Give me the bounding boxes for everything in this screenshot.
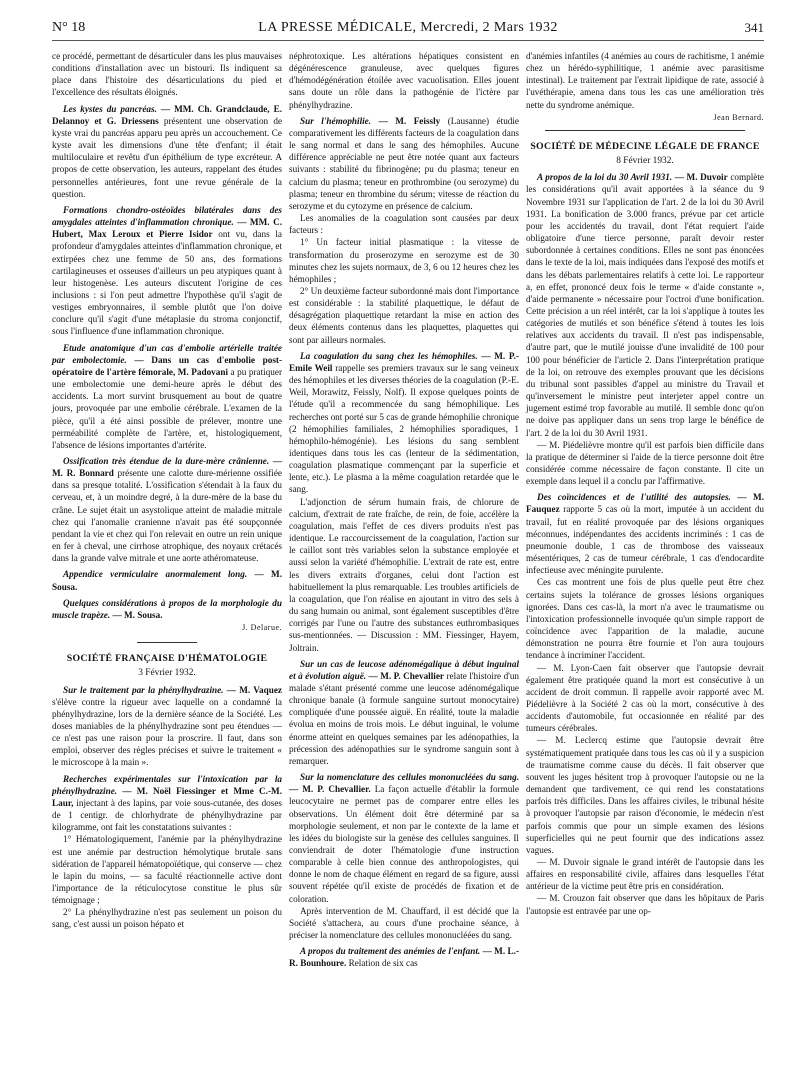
paragraph: Ces cas montrent une fois de plus quelle peut être chez certains sujets la tolérance de grosses lésions organiques ignorées. Dans ces cas-là, la mort n'a avec le traumatisme ou l'intoxication professionnelle invoquée qu'un simple rapport de coïncidence avec l'apparition de la maladie, aucune démonstration ne pourra être fournie et l'on aura toujours tendance à incriminer l'accident. [526,577,764,661]
masthead-title: LA PRESSE MÉDICALE, Mercredi, 2 Mars 1932 [258,20,558,35]
article-title: Des coïncidences et de l'utilité des autopsies. [537,492,731,503]
article-authors: — MM. Ch. Grandclaude, E. Delannoy et G. Driessens [52,103,283,126]
article-text: ont vu, dans la profondeur d'amygdales atteintes d'inflammation chronique, et extirpées chez une femme de 50 ans, des formations cartilagineuses et osseuses d'ailleurs un peu atypiques quant à leur histogenèse. Les auteurs discutent l'origine de ces inclusions : si l'on peut admettre l'hypothèse qu'il s'agit de vestiges embryonnaires, il semble plutôt que l'on doive conclure qu'il s'agit d'une métaplasie du stroma conjonctif, sous l'influence d'une inflammation chronique. [52,229,282,337]
article-autopsies [526,491,764,576]
signature: Jean Bernard. [713,112,764,122]
article-authors: — M. Feissly [378,115,441,126]
article-text: s'élève contre la rigueur avec laquelle on a condamné la phénylhydrazine, lors de la dernière séance de la Société. Les doses maniables de la phénylhydrazine sont peu étendues — ce n'est pas une raison pour la proscrire. Il faut, dans son emploi, observer des règles précises et suivre le traitement « le microscope à la main ». [52,696,282,768]
article-title: Appendice vermiculaire anormalement long. [63,569,248,580]
article-title: Quelques considérations à propos de la morphologie du muscle trapèze. [52,597,282,620]
paragraph: 2° Un deuxième facteur subordonné mais dont l'importance est considérable : la stabilité plaquettique, le défaut de désagrégation plaquettique retardant la mise en action des deux éléments contenus dans les plaquettes, plaquettes qui sont par ailleurs normales. [289,285,519,345]
article-text: a pu pratiquer une embolectomie une demi-heure après le début des accidents. La mort survint brusquement au bout de quatre jours, provoquée par une embolie cérébrale. L'examen de la pièce, qu'il a été ainsi possible de prélever, montre une perméabilité complète de l'artère, et, histologiquement, l'absence de lésions importantes d'artérite. [52,366,283,450]
article-text: complète les considérations qu'il avait apportées à la séance du 9 Novembre 1931 sur l'application de l'art. 2 de la loi du 30 Avril 1931. La bonification de 3.000 francs, prévue par cet article pour les accidentés du travail, dont l'état requiert l'aide obligatoire d'une tierce personne, paraît devoir rester subordonnée à certaines conditions. Elles ne sont pas énoncées dans le texte de la loi, mais indiquées dans l'exposé des motifs et dans les débats parlementaires relatifs à cette loi. Le rapporteur a, en effet, prononcé deux fois le terme « d'aide constante », d'aide permanente » nécessaire pour l'octroi d'une bonification. Cette précision a un réel intérêt, car la loi s'applique à toutes les catégories de mutilés et son bénéfice s'étend à toutes les lois relatives aux accidents du travail. Il n'est pas indispensable, d'autre part, que le mutilé jouisse d'une invalidité de 100 pour 100 pour bénéficier de l'article 2. Dans l'interprétation pratique de la loi, on retrouve des exemples prouvant que les décisions du tribunal sont passibles d'appel au ministre du Travail et qu'inversement le ministre peut interjeter appel contre un jugement estimé trop favorable au mutilé. Il semble donc qu'on ne doive pas appliquer dans un sens trop large le bénéfice de l'art. 2 de la loi du 30 Avril 1931. [526,172,764,438]
article-appendice [52,568,282,592]
article-text: relate l'histoire d'un malade s'étant présenté comme une leucose adénomégalique chronique banale (à formule sanguine surtout monocytaire) compliquée d'une poussée aiguë. En réalité, toute la maladie évolua en moins de trois mois. Le début inguinal, le volume énorme atteint en quelques semaines par les adénopathies, la précession des adénopathies sur le syndrome sanguin sont à remarquer. [289,670,520,766]
paragraph: — M. Lyon-Caen fait observer que l'autopsie devrait également être pratiquée quand la mort est consécutive à un accident de droit commun. Il rappelle avoir rapporté avec M. Piédelièvre à la Société 2 cas où la mort, consécutive à des accidents d'automobile, fut occasionnée en réalité par des tumeurs cérébrales. [526,662,764,734]
article-title: Sur le traitement par la phénylhydrazine. [63,684,224,695]
article-authors: — M. Sousa. [112,609,163,620]
paragraph: L'adjonction de sérum humain frais, de chlorure de calcium, d'extrait de rate fraîche, de rein, de foie, accélère la coagulation, mais l'effet de ces divers produits n'est pas identique. Le raccourcissement de la coagulation, l'action sur le caillot sont très variables selon la substance employée et aussi selon la variété d'hémophilie. L'extrait de rate est, entre les divers extraits d'organes, celui dont l'action est habituellement la plus remarquable. Les troubles artificiels de la coagulation, que l'on réalise en ajoutant in vitro des sels à du sang humain ou animal, sont également susceptibles d'être corrigés par l'une ou l'autre des substances euthrombasiques sus-mentionnées. — Discussion : MM. Fiessinger, Hayem, Joltrain. [289,496,519,653]
article-text: (Lausanne) étudie comparativement les différents facteurs de la coagulation dans le sang normal et dans le sang des hémophiles. Aucune différence appréciable ne peut être notée quant aux facteurs suivants : stabilité du fibrinogène; pu du plasma; teneur en calcium du plasma; teneur en prothrombine (ou serozyme) du plasma; teneur en thrombine du sérum; vitesse de réaction du serozyme et du cytozyme en présence de calcium. [289,115,520,211]
article-text: Relation de six cas [348,958,418,969]
article-phenylhydrazine [52,684,282,769]
article-title: Formations chondro-ostéoïdes bilatérales dans des amygdales atteintes d'inflammation chronique. [52,204,282,228]
issue-number: N° 18 [52,20,86,35]
article-authors: — M. R. Bonnard [52,456,282,479]
article-text: rapporte 5 cas où la mort, imputée à un accident du travail, fut en réalité provoquée par des lésions organiques méconnues, indépendantes des accidents incriminés : 1 cas de pneumonie double, 1 cas de thrombose des vaisseaux mésentériques, 2 cas de tumeur cérébrale, 1 cas d'endocardite infectieuse avec méningite purulente. [526,504,765,576]
article-authors: — M. Noël Fiessinger et Mme C.-M. Laur, [52,785,282,808]
article-authors: — MM. C. Hubert, Max Leroux et Pierre Isidor [52,217,282,240]
section-title: SOCIÉTÉ FRANÇAISE D'HÉMATOLOGIE [66,653,268,665]
column-2 [289,50,519,970]
article-text: La façon actuelle d'établir la formule leucocytaire ne permet pas de comparer entre elles les observations. Un élément doit être déterminé par sa morphologie seulement, et non par le contexte de la lame et les idées du biologiste sur la genèse des cellules sanguines. Il conviendrait de doter l'hématologie d'une instruction comparable à celle bien connue des anthropologistes, qui donne le nom de chaque élément en regard de sa figure, aussi souvent répétée qu'il existe de procédés de fixation et de coloration. [289,784,519,904]
divider [137,642,197,643]
paragraph: — M. Duvoir signale le grand intérêt de l'autopsie dans les affaires en responsabilité civile, affaires dans lesquelles l'état antérieur de la victime peut être pris en considération. [526,857,764,892]
article-formations-chondro [52,204,282,338]
article-text: présentent une observation de kyste vrai du pancréas apparu peu après un accouchement. Ce kyste avait les dimensions d'une tête d'enfant; il était multiloculaire et revêtu d'un épithélium de type excréteur. A propos de cette observation, les auteurs, rappelant des études personnelles antérieures, font une revue générale de la question. [52,115,283,199]
article-title: Recherches expérimentales sur l'intoxication par la phénylhydrazine. [52,773,282,796]
article-title: Ossification très étendue de la dure-mère crânienne. [63,456,270,466]
paragraph: néphrotoxique. Les altérations hépatiques consistent en dégénérescence granuleuse, avec quelques figures d'hémodégénération étoilée avec vacuolisation. Elles jouent sans doute un rôle dans la pathogénie de l'ictère par phénylhydrazine. [289,51,519,110]
paragraph: 1° Hématologiquement, l'anémie par la phénylhydrazine est une anémie par destruction hémolytique brutale sans sidération de l'appareil hématopoïétique, qui conserve — chez le lapin du moins, — sa faculté réactionnelle active dont l'importance de la réticulocytose constitue le plus sûr témoignage ; [52,834,282,906]
article-text: présente une calotte dure-mérienne ossifiée dans sa presque totalité. L'ossification s'étendait à la faux du cerveau, et, à un moindre degré, à la dure-mère de la base du crâne. Le sujet était un asystolique atteint de maladie mitrale chez qui l'anomalie cranienne n'avait pas été soupçonnée pendant la vie et chez qui l'on relevait en outre un rein unique en fer à cheval, une cirrhose atrophique, des noyaux crétacés dans la grande valve mitrale et une aorte athéromateuse. [52,468,282,564]
section-date: 8 Février 1932. [616,156,674,167]
article-coagulation [289,350,519,496]
section-title: SOCIÉTÉ DE MÉDECINE LÉGALE DE FRANCE [530,140,760,152]
article-authors: — M. Fauquez [526,492,765,515]
article-authors: — M. P. Chevallier. [289,784,371,795]
article-authors: — M. Vaquez [226,684,283,695]
column-3 [526,50,764,917]
page-number: 341 [744,20,764,35]
article-title: A propos du traitement des anémies de l'enfant. [300,946,481,957]
article-authors: — M. L.-R. Bounhoure. [289,946,519,969]
article-kystes-pancreas [52,103,282,200]
article-authors: — Dans un cas d'embolie post-opératoire de l'artère fémorale, M. Padovani [52,354,283,377]
paragraph: — M. Leclercq estime que l'autopsie devrait être systématiquement pratiquée dans tous les cas où il y a suspicion de traumatisme comme cause du décès. Il fait observer que souvent les juges hésitent trop à provoquer l'autopsie ou ne la demandent que tardivement, ce qui rend les constatations parfois très difficiles. Dans les affaires civiles, le tribunal hésite à provoquer l'autopsie par raison d'économie, le médecin n'est parfois commis que pour un simple examen des lésions superficielles qui ne peut fournir que des indications assez vagues. [526,735,764,855]
article-title: La coagulation du sang chez les hémophiles. [300,350,478,361]
article-hemophilie [289,115,519,212]
article-text: rappelle ses premiers travaux sur le sang veineux des hémophiles et les diverses théories de la coagulation (P.-E. Weil, Morawitz, Feissly, Nolf). Il expose quelques points de l'étude qu'il a recommencée du sang hémophilique. Les recherches ont porté sur 5 cas de grande hémophilie chronique (2 hémophilies familiales, 2 hémophilies sporadiques, 1 hémophilo-hémogénie). Les lésions du sang semblent identiques dans tous les cas (lenteur de la sédimentation, coagulation plasmatique commençant par la superficie et lente, etc.). Le plasma a la même coagulation retardée que le sang. [289,362,519,495]
article-title: Sur l'hémophilie. [300,115,372,126]
section-date: 3 Février 1932. [138,668,196,679]
signature: J. Delarue. [242,623,282,633]
article-authors: — M. P. Chevallier [368,670,444,681]
paragraph: 1° Un facteur initial plasmatique : la vitesse de transformation du proserozyme en serozyme est de 30 minutes chez les sujets normaux, de 3, 6 ou 12 heures chez les hémophiles ; [289,237,519,284]
article-title: Les kystes du pancréas. [63,103,157,114]
article-title: Etude anatomique d'un cas d'embolie artérielle traitée par embolectomie. [52,342,282,365]
article-title: Sur la nomenclature des cellules mononucléées du sang. [300,772,519,783]
article-title: Sur un cas de leucose adénomégalique à début inguinal et à évolution aiguë. [289,658,519,681]
paragraph: — M. Crouzon fait observer que dans les hôpitaux de Paris l'autopsie est entravée par une op- [526,893,764,916]
article-authors: — M. Sousa. [52,569,282,592]
article-authors: — M. P.-Emile Weil [289,350,520,373]
article-text: injectant à des lapins, par voie sous-cutanée, des doses de 1 centigr. de chlorhydrate de phénylhydrazine par kilogramme, ont fait les constatations suivantes : [52,797,282,833]
article-authors: — M. Duvoir [674,172,728,183]
article-trapeze [52,597,282,621]
paragraph: d'anémies infantiles (4 anémies au cours de rachitisme, 1 anémie chez un hérédo-syphilitique, 1 anémie avec parasitisme intestinal). Le traitement par l'extrait lipidique de rate, associé à l'uvéthérapie, amena dans tous les cas une amélioration très nette du syndrome anémique. [526,51,764,110]
article-dure-mere [52,455,282,564]
article-nomenclature [289,771,519,905]
article-anemies [289,945,519,969]
page-header [52,18,764,41]
divider [545,130,745,131]
article-title: A propos de la loi du 30 Avril 1931. [537,172,673,183]
paragraph: 2° La phénylhydrazine n'est pas seulement un poison du sang, c'est aussi un poison hépato et [52,907,282,930]
paragraph: — M. Piédelièvre montre qu'il est parfois bien difficile dans la pratique de déterminer si l'aide de la tierce personne doit être considérée comme nécessaire de façon constante. Il cite un exemple dans lequel il a conclu par l'affirmative. [526,439,764,487]
column-1 [52,50,282,931]
article-leucose [289,658,519,767]
article-loi-1931 [526,171,764,438]
paragraph: Après intervention de M. Chauffard, il est décidé que la Société s'attachera, au cours d'une prochaine séance, à préciser la nomenclature des cellules mononucléées du sang. [289,905,519,941]
paragraph: ce procédé, permettant de désarticuler dans les plus mauvaises conditions d'installation avec un bistouri. Ils indiquent sa place dans l'histoire des désarticulations du pied et l'excellence des résultats éloignés. [52,51,282,98]
paragraph: Les anomalies de la coagulation sont causées par deux facteurs : [289,213,519,236]
article-intoxication [52,773,282,834]
article-embolie [52,342,282,451]
